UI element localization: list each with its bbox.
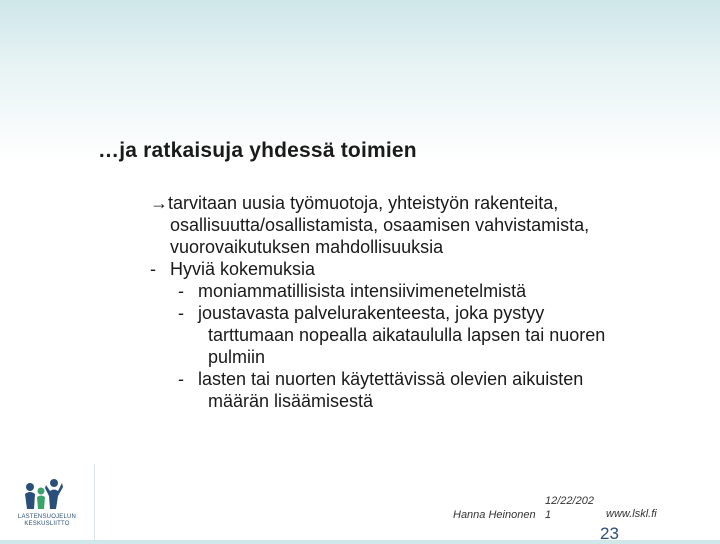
bullet-label: Hyviä kokemuksia [170,259,316,279]
sub-bullet-2-cont-1: tarttumaan nopealla aikataululla lapsen tai nuoren [208,325,606,345]
dash-marker: - [150,259,156,279]
footer-author: Hanna Heinonen [453,509,536,521]
slide-number: 23 [600,524,619,543]
dash-marker: - [178,281,184,301]
sub-bullet-label: joustavasta palvelurakenteesta, joka pystyy [198,303,545,323]
footer-date: 12/22/202 [545,495,594,507]
logo-panel [0,464,95,540]
logo-caption [6,514,88,528]
arrow-line-2: osallisuutta/osallistamista, osaamisen vahvistamista, [170,215,590,235]
sub-bullet-2 [150,302,670,324]
footer-date-cont: 1 [545,509,552,521]
bullet-hyvia-kokemuksia [150,258,670,280]
sub-bullet-1 [150,280,670,302]
arrow-line-1: →tarvitaan uusia työmuotoja, yhteistyön rakenteita, [150,193,559,213]
sub-bullet-2-cont-2: pulmiin [208,347,266,367]
dash-marker: - [178,369,184,389]
slide-body [150,192,670,412]
sub-bullet-label: lasten tai nuorten käytettävissä olevien aikuisten [198,369,584,389]
footer-url: www.lskl.fi [606,508,657,520]
logo-caption-line2: KESKUSLIITTO [24,521,70,527]
slide-title: …ja ratkaisuja yhdessä toimien [98,139,417,162]
sub-bullet-3-cont: määrän lisäämisestä [208,391,374,411]
sub-bullet-3 [150,368,670,390]
logo-caption-line1: LASTENSUOJELUN [17,514,77,520]
sub-bullet-label: moniammatillisista intensiivimenetelmistä [198,281,527,301]
dash-marker: - [178,303,184,323]
arrow-line-3: vuorovaikutuksen mahdollisuuksia [170,237,444,257]
family-logo-icon [22,477,64,513]
